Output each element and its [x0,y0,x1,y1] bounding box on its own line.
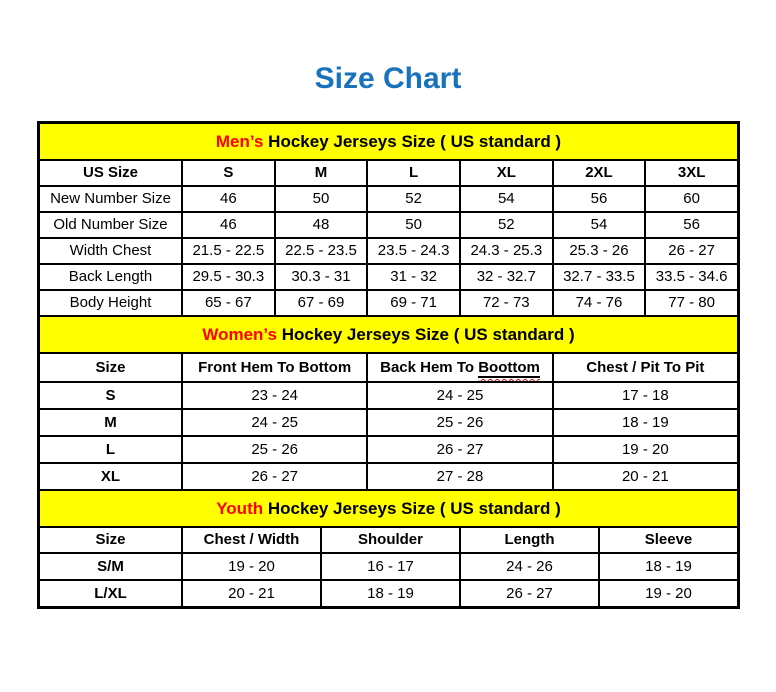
womens-cell: 26 - 27 [367,436,552,463]
mens-cell: 24.3 - 25.3 [460,238,553,264]
table-row [39,290,738,316]
womens-cell: 25 - 26 [367,409,552,436]
womens-header-size: Size [39,353,182,382]
table-row [39,238,738,264]
mens-header-3xl: 3XL [645,160,738,186]
youth-header-length: Length [460,527,599,553]
mens-cell: 22.5 - 23.5 [275,238,368,264]
back-hem-prefix: Back Hem To [380,358,475,376]
youth-row-label: S/M [39,553,182,580]
mens-size-table [38,122,739,317]
womens-section-title [39,316,738,353]
table-row [39,186,738,212]
mens-row-label: Body Height [39,290,182,316]
mens-cell: 60 [645,186,738,212]
table-row [39,409,738,436]
womens-row-label: XL [39,463,182,490]
mens-cell: 54 [460,186,553,212]
table-row [39,436,738,463]
youth-cell: 26 - 27 [460,580,599,607]
youth-cell: 19 - 20 [182,553,321,580]
womens-row-label: M [39,409,182,436]
womens-cell: 24 - 25 [367,382,552,409]
table-row [39,463,738,490]
mens-row-label: New Number Size [39,186,182,212]
mens-cell: 33.5 - 34.6 [645,264,738,290]
womens-header-row [39,353,738,382]
mens-cell: 67 - 69 [275,290,368,316]
youth-cell: 18 - 19 [321,580,460,607]
youth-band-highlight: Youth [216,498,264,518]
youth-size-table [38,489,739,608]
mens-cell: 25.3 - 26 [553,238,646,264]
mens-cell: 56 [553,186,646,212]
mens-cell: 30.3 - 31 [275,264,368,290]
youth-band-row [39,490,738,527]
page-title: Size Chart [314,62,462,95]
womens-cell: 18 - 19 [553,409,738,436]
youth-header-chest-width: Chest / Width [182,527,321,553]
mens-cell: 29.5 - 30.3 [182,264,275,290]
womens-cell: 25 - 26 [182,436,367,463]
womens-header-back-hem [367,353,552,382]
womens-row-label: S [39,382,182,409]
mens-cell: 21.5 - 22.5 [182,238,275,264]
youth-header-row [39,527,738,553]
mens-header-xl: XL [460,160,553,186]
mens-row-label: Back Length [39,264,182,290]
youth-cell: 18 - 19 [599,553,738,580]
womens-cell: 20 - 21 [553,463,738,490]
mens-cell: 48 [275,212,368,238]
table-row [39,580,738,607]
mens-cell: 46 [182,212,275,238]
mens-cell: 52 [460,212,553,238]
womens-cell: 17 - 18 [553,382,738,409]
mens-cell: 69 - 71 [367,290,460,316]
youth-header-shoulder: Shoulder [321,527,460,553]
womens-band-highlight: Women’s [202,324,277,344]
womens-cell: 19 - 20 [553,436,738,463]
mens-header-s: S [182,160,275,186]
mens-cell: 52 [367,186,460,212]
youth-cell: 16 - 17 [321,553,460,580]
womens-header-chest: Chest / Pit To Pit [553,353,738,382]
mens-cell: 32.7 - 33.5 [553,264,646,290]
youth-header-sleeve: Sleeve [599,527,738,553]
table-row [39,553,738,580]
womens-size-table [38,315,739,491]
mens-cell: 23.5 - 24.3 [367,238,460,264]
mens-cell: 74 - 76 [553,290,646,316]
mens-cell: 72 - 73 [460,290,553,316]
mens-band-highlight: Men’s [215,131,264,151]
womens-row-label: L [39,436,182,463]
mens-row-label: Width Chest [39,238,182,264]
youth-row-label: L/XL [39,580,182,607]
youth-cell: 24 - 26 [460,553,599,580]
womens-cell: 27 - 28 [367,463,552,490]
mens-cell: 26 - 27 [645,238,738,264]
mens-cell: 50 [275,186,368,212]
youth-section-title [39,490,738,527]
mens-header-m: M [275,160,368,186]
mens-band-rest: Hockey Jerseys Size ( US standard ) [268,131,562,151]
youth-cell: 20 - 21 [182,580,321,607]
womens-band-rest: Hockey Jerseys Size ( US standard ) [281,324,575,344]
mens-cell: 56 [645,212,738,238]
mens-header-l: L [367,160,460,186]
mens-header-row [39,160,738,186]
youth-band-rest: Hockey Jerseys Size ( US standard ) [267,498,561,518]
mens-section-title [39,123,738,160]
mens-header-us-size: US Size [39,160,182,186]
size-chart-tables [37,121,740,609]
mens-band-row [39,123,738,160]
mens-cell: 32 - 32.7 [460,264,553,290]
table-row [39,264,738,290]
mens-cell: 77 - 80 [645,290,738,316]
womens-cell: 24 - 25 [182,409,367,436]
womens-band-row [39,316,738,353]
youth-header-size: Size [39,527,182,553]
mens-row-label: Old Number Size [39,212,182,238]
mens-cell: 50 [367,212,460,238]
mens-cell: 31 - 32 [367,264,460,290]
womens-header-front-hem: Front Hem To Bottom [182,353,367,382]
mens-header-2xl: 2XL [553,160,646,186]
womens-cell: 26 - 27 [182,463,367,490]
mens-cell: 46 [182,186,275,212]
back-hem-misspelled-word: Boottom [478,358,540,376]
womens-cell: 23 - 24 [182,382,367,409]
table-row [39,382,738,409]
mens-cell: 65 - 67 [182,290,275,316]
youth-cell: 19 - 20 [599,580,738,607]
table-row [39,212,738,238]
mens-cell: 54 [553,212,646,238]
